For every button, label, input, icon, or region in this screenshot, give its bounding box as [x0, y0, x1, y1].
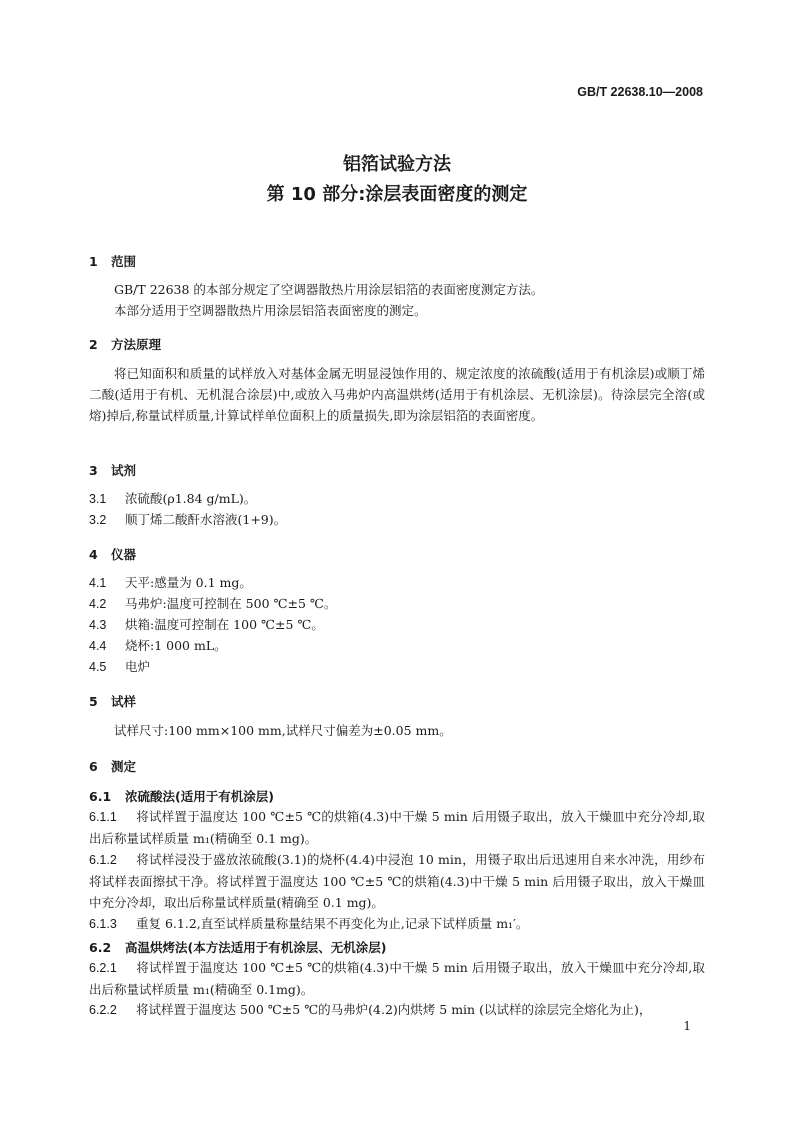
subsection-number: 6.1: [89, 789, 112, 804]
section-heading-apparatus: [89, 545, 136, 563]
list-item: [89, 488, 256, 510]
list-item: [89, 509, 286, 531]
paragraph: GB/T 22638 的本部分规定了空调器散热片用涂层铝箔的表面密度测定方法。: [114, 282, 544, 297]
section-heading-scope: [89, 252, 136, 270]
section-heading-reagents: [89, 461, 136, 479]
subsection-heading: [89, 938, 386, 956]
clause-number: 6.2.1: [89, 961, 117, 975]
section-title: 方法原理: [111, 337, 162, 352]
clause-text: 天平:感量为 0.1 mg。: [125, 575, 252, 590]
section-heading-determination: [89, 757, 136, 775]
subsection-title: 高温烘烤法(本方法适用于有机涂层、无机涂层): [125, 940, 387, 955]
clause-paragraph: [89, 806, 705, 849]
section-title: 仪器: [111, 547, 137, 562]
clause-number: 4.1: [89, 576, 107, 590]
section-title: 范围: [111, 254, 137, 269]
subsection-number: 6.2: [89, 940, 112, 955]
clause-paragraph: [89, 957, 705, 1000]
clause-number: 6.1.3: [89, 917, 117, 931]
section-number: 5: [89, 694, 98, 709]
clause-number: 4.3: [89, 618, 107, 632]
clause-text: 烘箱:温度可控制在 100 ℃±5 ℃。: [125, 617, 324, 632]
clause-number: 4.5: [89, 660, 107, 674]
document-subtitle: 第 10 部分:涂层表面密度的测定: [266, 184, 528, 205]
clause-text: 将试样置于温度达 100 ℃±5 ℃的烘箱(4.3)中干燥 5 min 后用镊子取出，放入干燥皿中充分冷却,取出后称量试样质量 m₁(精确至 0.1 mg)。: [89, 809, 705, 846]
clause-text: 将试样置于温度达 100 ℃±5 ℃的烘箱(4.3)中干燥 5 min 后用镊子取出，放入干燥皿中充分冷却,取出后称量试样质量 m₁(精确至 0.1mg)。: [89, 960, 705, 997]
list-item: [89, 572, 252, 594]
section-heading-specimen: [89, 692, 136, 710]
paragraph: 试样尺寸:100 mm×100 mm,试样尺寸偏差为±0.05 mm。: [114, 723, 452, 738]
clause-text: 浓硫酸(ρ1.84 g/mL)。: [125, 491, 257, 506]
subsection-heading: [89, 787, 274, 805]
document-title: 铝箔试验方法: [343, 154, 451, 175]
subsection-title: 浓硫酸法(适用于有机涂层): [125, 789, 274, 804]
section-number: 3: [89, 463, 98, 478]
paragraph: 将已知面积和质量的试样放入对基体金属无明显浸蚀作用的、规定浓度的浓硫酸(适用于有机涂层)或顺丁烯二酸(适用于有机、无机混合涂层)中,或放入马弗炉内高温烘烤(适用于有机涂层、无机涂层)。待涂层完全溶(或熔)掉后,称量试样质量,计算试样单位面积上的质量损失,即为涂层铝箔的表面密度。: [89, 366, 705, 423]
clause-text: 将试样浸没于盛放浓硫酸(3.1)的烧杯(4.4)中浸泡 10 min，用镊子取出后迅速用自来水冲洗，用纱布将试样表面擦拭干净。将试样置于温度达 100 ℃±5 ℃的烘箱(4.3)中干燥 5 min 后用镊子取出，放入干燥皿中充分冷却，取出后称量试样质量(精确至 0.1 mg)。: [89, 852, 705, 910]
clause-number: 6.1.2: [89, 853, 117, 867]
clause-number: 6.1.1: [89, 810, 117, 824]
clause-text: 将试样置于温度达 500 ℃±5 ℃的马弗炉(4.2)内烘烤 5 min (以试样的涂层完全熔化为止)，: [136, 1002, 652, 1017]
clause-text: 电炉: [125, 659, 151, 674]
section-number: 2: [89, 337, 98, 352]
clause-paragraph: [89, 849, 705, 913]
page-number: 1: [683, 1019, 691, 1033]
clause-text: 马弗炉:温度可控制在 500 ℃±5 ℃。: [125, 596, 337, 611]
list-item: [89, 635, 227, 657]
section-number: 6: [89, 759, 98, 774]
clause-number: 6.2.2: [89, 1003, 117, 1017]
clause-text: 顺丁烯二酸酐水溶液(1+9)。: [125, 512, 287, 527]
clause-number: 3.2: [89, 513, 107, 527]
section-number: 4: [89, 547, 98, 562]
section-heading-principle: [89, 335, 161, 353]
clause-paragraph: [89, 913, 705, 935]
section-title: 试剂: [111, 463, 137, 478]
clause-number: 4.4: [89, 639, 107, 653]
clause-number: 3.1: [89, 492, 107, 506]
section-title: 试样: [111, 694, 137, 709]
list-item: [89, 656, 150, 678]
list-item: [89, 614, 324, 636]
clause-number: 4.2: [89, 597, 107, 611]
standard-number: GB/T 22638.10—2008: [577, 85, 703, 99]
clause-paragraph: [89, 999, 705, 1021]
section-number: 1: [89, 254, 98, 269]
list-item: [89, 593, 336, 615]
section-title: 测定: [111, 759, 137, 774]
paragraph: 本部分适用于空调器散热片用涂层铝箔表面密度的测定。: [114, 303, 427, 318]
clause-text: 重复 6.1.2,直至试样质量称量结果不再变化为止,记录下试样质量 m₁′。: [136, 916, 529, 931]
clause-text: 烧杯:1 000 mL。: [125, 638, 227, 653]
